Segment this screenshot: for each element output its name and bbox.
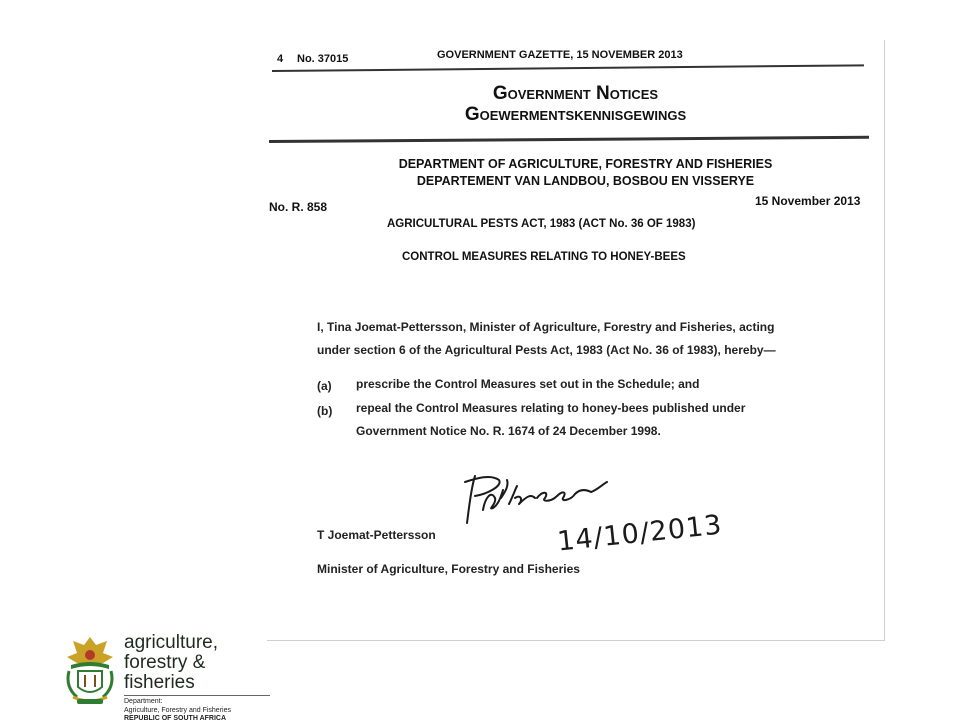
notices-title-en: Government Notices (492, 83, 659, 104)
header-rule (272, 64, 864, 72)
intro-line-2: under section 6 of the Agricultural Pests Act, 1983 (Act No. 36 of 1983), hereby— (317, 343, 776, 357)
item-b-text-line-2: Government Notice No. R. 1674 of 24 December 1998. (356, 424, 661, 438)
signatory-name: T Joemat-Pettersson (317, 528, 436, 542)
page-number: 4 (277, 53, 284, 65)
act-title: AGRICULTURAL PESTS ACT, 1983 (ACT No. 36 OF 1983) (387, 218, 696, 230)
notice-date: 15 November 2013 (755, 194, 861, 208)
logo-dept-label: Department: (124, 698, 163, 705)
notices-rule (269, 136, 869, 143)
subject-title: CONTROL MEASURES RELATING TO HONEY-BEES (402, 251, 686, 263)
notice-number: No. R. 858 (269, 200, 328, 214)
logo-line-1: agriculture, (124, 632, 218, 653)
notices-title-af: Goewermentskennisgewings (464, 104, 687, 125)
item-b-label: (b) (317, 404, 333, 418)
issue-number: No. 37015 (297, 53, 349, 65)
item-a-text: prescribe the Control Measures set out in the Schedule; and (356, 377, 700, 391)
logo-dept-name: Agriculture, Forestry and Fisheries (124, 706, 231, 714)
signatory-title: Minister of Agriculture, Forestry and Fisheries (317, 562, 580, 576)
department-logo (63, 632, 273, 722)
intro-line-1: I, Tina Joemat-Pettersson, Minister of Agriculture, Forestry and Fisheries, acting (317, 320, 775, 334)
item-b-text-line-1: repeal the Control Measures relating to honey-bees published under (356, 401, 746, 415)
department-af: DEPARTEMENT VAN LANDBOU, BOSBOU EN VISSERYE (416, 174, 755, 188)
item-a-label: (a) (317, 379, 332, 393)
signature-date: 14/10/2013 (555, 509, 724, 558)
coat-of-arms-icon (63, 635, 117, 707)
gazette-header-title: GOVERNMENT GAZETTE, 15 NOVEMBER 2013 (437, 49, 683, 61)
logo-country: REPUBLIC OF SOUTH AFRICA (124, 715, 227, 722)
gazette-page-scan (267, 40, 885, 641)
logo-divider (124, 695, 270, 696)
logo-line-2: forestry & fisheries (124, 652, 206, 693)
department-en: DEPARTMENT OF AGRICULTURE, FORESTRY AND FISHERIES (398, 157, 773, 171)
